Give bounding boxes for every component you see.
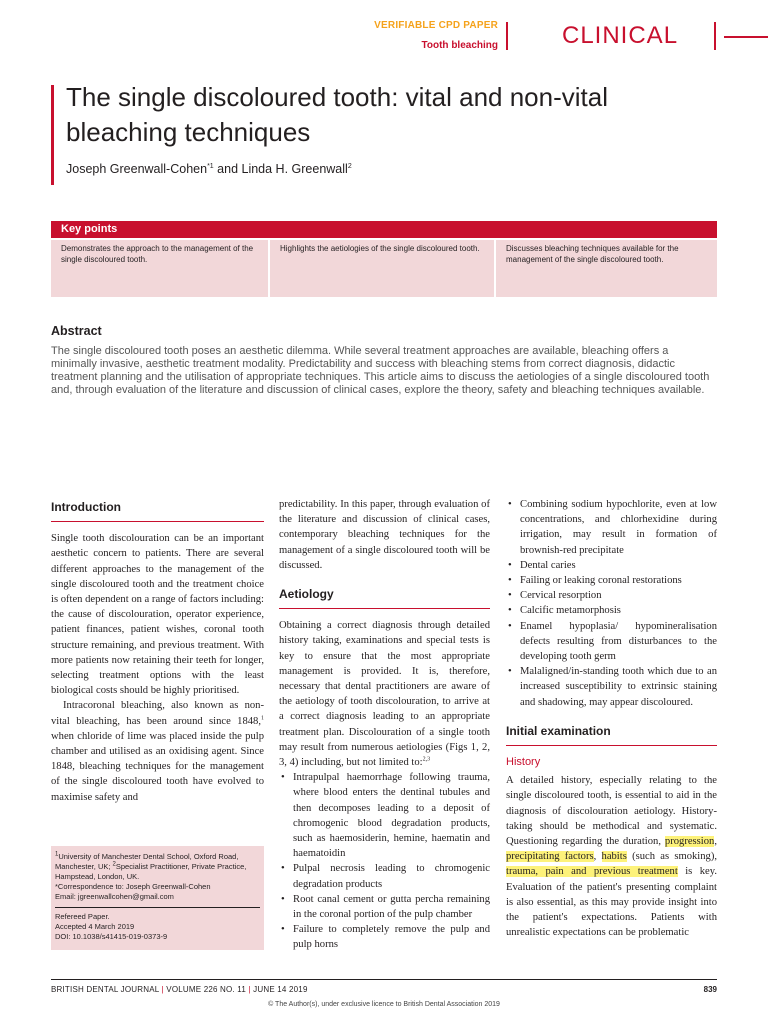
list-item: • Root canal cement or gutta percha remaining in the coronal portion of the pulp chamber xyxy=(279,892,490,922)
section-label: CLINICAL xyxy=(562,22,679,49)
author-marks: *1 xyxy=(207,162,214,170)
topic-label: Tooth bleaching xyxy=(421,40,498,51)
volume-issue: VOLUME 226 NO. 11 xyxy=(166,985,247,994)
key-point: Demonstrates the approach to the management of the single discoloured tooth. xyxy=(51,240,268,297)
footer-journal-info xyxy=(51,985,308,994)
section-heading: Aetiology xyxy=(279,587,490,609)
title-accent-bar xyxy=(51,85,54,185)
paragraph xyxy=(279,618,490,770)
highlighted-text: precipitating factors xyxy=(506,851,594,863)
list-item: • Combining sodium hypochlorite, even at low concentrations, and chlorhexidine during irrigation, may result in formation of brownish-red precipitate xyxy=(506,497,717,558)
author-line xyxy=(66,162,352,176)
key-points-heading: Key points xyxy=(51,221,717,238)
body-column-1 xyxy=(51,500,264,805)
section-heading: Introduction xyxy=(51,500,264,522)
refereed-label: Refereed Paper. xyxy=(55,912,110,921)
list-item: • Failure to completely remove the pulp and pulp horns xyxy=(279,922,490,952)
key-points-box xyxy=(51,221,717,297)
highlighted-text: habits xyxy=(601,851,627,863)
list-item: • Dental caries xyxy=(506,558,717,573)
paragraph: predictability. In this paper, through evaluation of the literature and discussion of clinical cases, contemporary bleaching techniques for the management of a single discoloured tooth will be discussed. xyxy=(279,499,490,571)
key-point: Discusses bleaching techniques available for the management of the single discoloured tooth. xyxy=(496,240,717,297)
list-item: • Enamel hypoplasia/ hypomineralisation defects resulting from disturbances to the developing tooth germ xyxy=(506,619,717,665)
paragraph xyxy=(506,773,717,940)
cpd-label: VERIFIABLE CPD PAPER xyxy=(374,20,498,31)
affiliation-text xyxy=(55,852,260,882)
author-marks: 2 xyxy=(347,162,352,170)
affiliation-box xyxy=(51,846,264,950)
affiliation-mark: 1 xyxy=(55,851,59,858)
author-joiner: and xyxy=(213,162,242,176)
section-heading: Initial examination xyxy=(506,724,717,746)
affiliation-mark: 2 xyxy=(112,861,116,868)
separator: | xyxy=(161,985,164,994)
page-number: 839 xyxy=(703,985,717,994)
aetiology-list-continued xyxy=(506,497,717,710)
email: Email: jgreenwallcohen@gmail.com xyxy=(55,892,174,901)
list-item: • Calcific metamorphosis xyxy=(506,603,717,618)
list-item: • Cervical resorption xyxy=(506,588,717,603)
issue-date: JUNE 14 2019 xyxy=(253,985,308,994)
author-name: Joseph Greenwall-Cohen xyxy=(66,162,208,176)
author-name: Linda H. Greenwall xyxy=(241,162,348,176)
subsection-heading: History xyxy=(506,756,541,769)
list-item: • Malaligned/in-standing tooth which due to an increased susceptibility to extrinsic staining and shadowing, may appear discoloured. xyxy=(506,664,717,710)
abstract-heading: Abstract xyxy=(51,324,102,338)
divider xyxy=(55,907,260,908)
header-divider xyxy=(714,22,716,50)
separator: | xyxy=(248,985,251,994)
highlighted-text: progression xyxy=(664,836,715,848)
doi: DOI: 10.1038/s41415-019-0373-9 xyxy=(55,932,168,941)
text-run: (such as smoking), xyxy=(626,851,718,863)
list-item: • Failing or leaking coronal restorations xyxy=(506,573,717,588)
paragraph xyxy=(51,698,264,804)
reference-mark: 1 xyxy=(261,715,264,722)
abstract-text: The single discoloured tooth poses an aesthetic dilemma. While several treatment approaches are available, bleaching offers a minimally invasive, aesthetic treatment modality. Predictability and success with bleaching stems from correct diagnosis, didactic treatment planning and the utilisation of appropriate techniques. This article aims to discuss the aetiologies of a single discoloured tooth and, through evaluation of the literature and discussion of clinical cases, explore the theory, safety and bleaching techniques available. xyxy=(51,345,710,396)
text-run: when chloride of lime was placed inside the pulp chamber and utilised as an oxidising agent. Since 1848, bleaching techniques for the management of the single discoloured tooth have evolved to maximise safety and xyxy=(51,730,264,803)
copyright: © The Author(s), under exclusive licence to British Dental Association 2019 xyxy=(268,1001,500,1008)
affiliation-line: University of Manchester Dental School, Oxford Road, Manchester, UK; xyxy=(55,852,239,871)
text-run: , xyxy=(593,851,602,863)
body-column-2 xyxy=(279,497,490,953)
header-divider xyxy=(506,22,508,50)
correspondence: *Correspondence to: Joseph Greenwall-Cohen xyxy=(55,882,211,891)
journal-name: BRITISH DENTAL JOURNAL xyxy=(51,985,160,994)
article-title: The single discoloured tooth: vital and non-vital bleaching techniques xyxy=(66,82,608,147)
body-column-3 xyxy=(506,497,717,940)
list-item: • Intrapulpal haemorrhage following trauma, where blood enters the dentinal tubules and then decomposes leading to a deposit of chromogenic blood degradation products, such as haemosiderin, hemine, haematin and haematoidin xyxy=(279,770,490,861)
accepted-date: Accepted 4 March 2019 xyxy=(55,922,135,931)
reference-mark: 2,3 xyxy=(422,756,431,763)
header-rule xyxy=(724,36,768,38)
text-run: is key. Evaluation of the patient's presenting complaint is also essential, as this may provide insight into the patient's expectations. Patients with unrealistic expectations can be problematic xyxy=(506,866,717,939)
highlighted-text: trauma, pain and previous treatment xyxy=(506,866,678,878)
footer-rule xyxy=(51,979,717,980)
affiliation-line: Specialist Practitioner, Private Practice, Hampstead, London, UK. xyxy=(55,862,247,881)
paragraph: Single tooth discolouration can be an important aesthetic concern to patients. There are several different approaches to the management of the single discoloured tooth and the treatment choice is often dependent on a range of factors including: the cause of discolouration, operator experience, patient finances, patient wishes, coronal tooth structure remaining, and previous treatment. With more patients now retaining their teeth for longer, selecting treatment options with the least biological costs should be highly prioritised. xyxy=(51,533,264,697)
list-item: • Pulpal necrosis leading to chromogenic degradation products xyxy=(279,861,490,891)
text-run: A detailed history, especially relating to the single discoloured tooth, is essential to aid in the diagnosis of discolouration aetiology. History-taking should be methodical and systematic. Questioning regarding the duration, xyxy=(506,775,717,848)
text-run: Intracoronal bleaching, also known as non-vital bleaching, has been around since 1848, xyxy=(51,700,264,727)
aetiology-list xyxy=(279,770,490,952)
text-run: , xyxy=(714,836,717,848)
key-point: Highlights the aetiologies of the single discoloured tooth. xyxy=(270,240,494,297)
text-run: Obtaining a correct diagnosis through detailed history taking, examinations and special tests is key to ensure that the most appropriate management is provided. It is, therefore, necessary that dental practitioners are aware of the aetiology of tooth discolouration, to arrive at a correct diagnosis leading to an appropriate treatment plan. Discolouration of a single tooth may result from numerous aetiologies (Figs 1, 2, 3, 4) including, but not limited to: xyxy=(279,620,490,769)
